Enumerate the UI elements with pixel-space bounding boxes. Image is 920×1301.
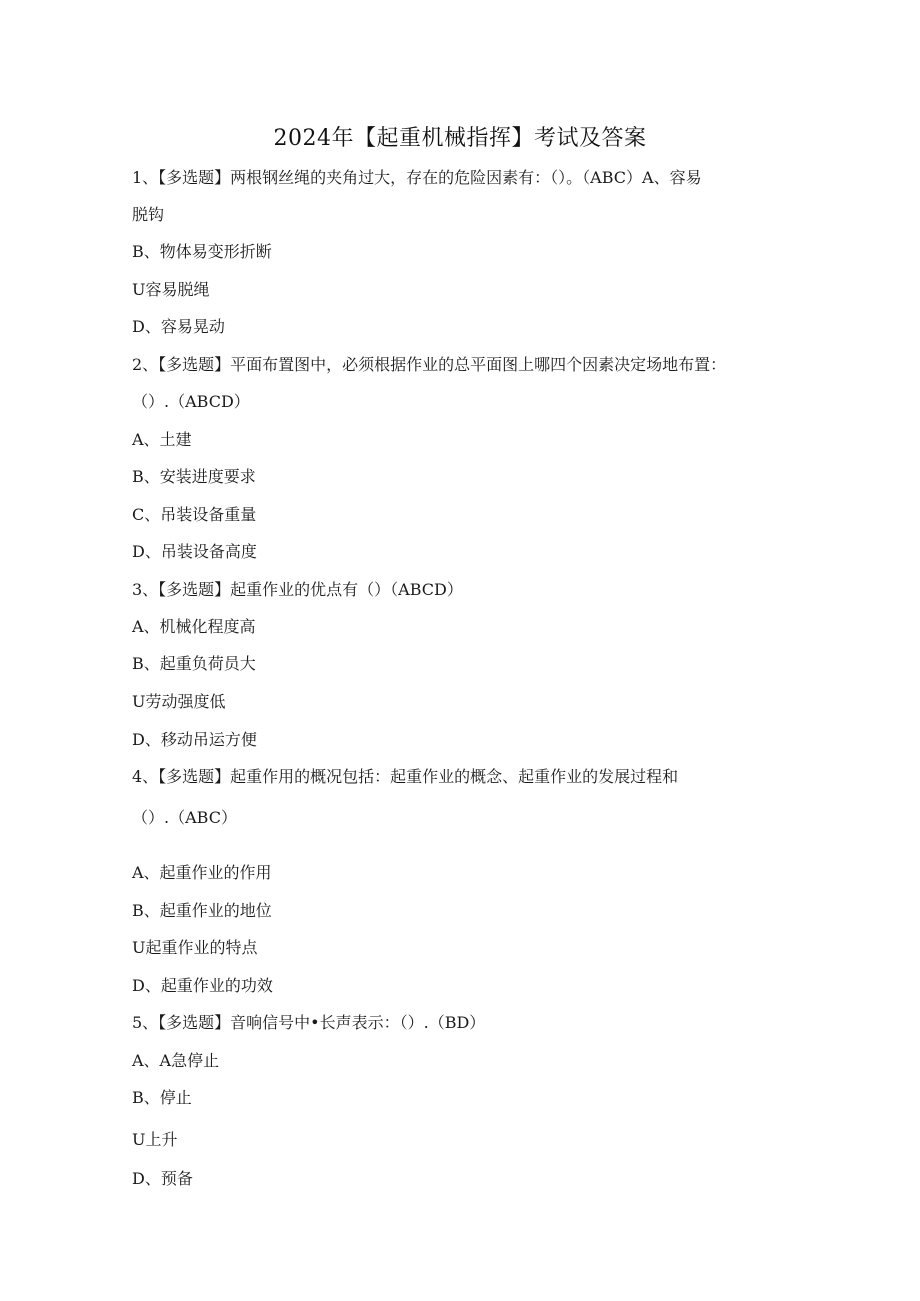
question-4-option-a: A、起重作业的作用 bbox=[132, 863, 272, 882]
question-3-option-d: D、移动吊运方便 bbox=[132, 730, 257, 749]
question-1-option-c: U容易脱绳 bbox=[132, 280, 210, 299]
question-1-stem: 1、【多选题】两根钢丝绳的夹角过大，存在的危险因素有：（）。（ABC）A、容易 bbox=[132, 168, 702, 187]
question-2-stem: 2、【多选题】平面布置图中，必须根据作业的总平面图上哪四个因素决定场地布置： bbox=[132, 355, 727, 374]
document-title: 2024年【起重机械指挥】考试及答案 bbox=[273, 126, 647, 151]
question-4-option-b: B、起重作业的地位 bbox=[132, 901, 272, 920]
question-4-option-d: D、起重作业的功效 bbox=[132, 976, 273, 995]
question-3-option-a: A、机械化程度高 bbox=[132, 617, 256, 636]
question-2-option-c: C、吊装设备重量 bbox=[132, 505, 257, 524]
question-2-option-b: B、安装进度要求 bbox=[132, 467, 256, 486]
question-1-option-d: D、容易晃动 bbox=[132, 317, 225, 336]
question-2-option-a: A、土建 bbox=[132, 430, 192, 449]
question-3-stem: 3、【多选题】起重作业的优点有（）（ABCD） bbox=[132, 580, 463, 599]
question-3-option-c: U劳动强度低 bbox=[132, 692, 226, 711]
question-5-option-b: B、停止 bbox=[132, 1088, 192, 1107]
question-5-option-a: A、A急停止 bbox=[132, 1051, 220, 1070]
question-5-option-d: D、预备 bbox=[132, 1169, 193, 1188]
question-3-option-b: B、起重负荷员大 bbox=[132, 654, 256, 673]
question-4-stem: 4、【多选题】起重作用的概况包括：起重作业的概念、起重作业的发展过程和 bbox=[132, 767, 679, 786]
question-2-stem-continued: （）.（ABCD） bbox=[132, 392, 250, 411]
question-1-option-b: B、物体易变形折断 bbox=[132, 242, 272, 261]
question-5-option-c: U上升 bbox=[132, 1130, 178, 1149]
question-2-option-d: D、吊装设备高度 bbox=[132, 542, 257, 561]
question-5-stem: 5、【多选题】音响信号中•长声表示：（）.（BD） bbox=[132, 1013, 486, 1032]
question-4-stem-continued: （）.（ABC） bbox=[132, 808, 237, 827]
question-4-option-c: U起重作业的特点 bbox=[132, 938, 258, 957]
question-1-stem-continued: 脱钩 bbox=[132, 205, 165, 224]
